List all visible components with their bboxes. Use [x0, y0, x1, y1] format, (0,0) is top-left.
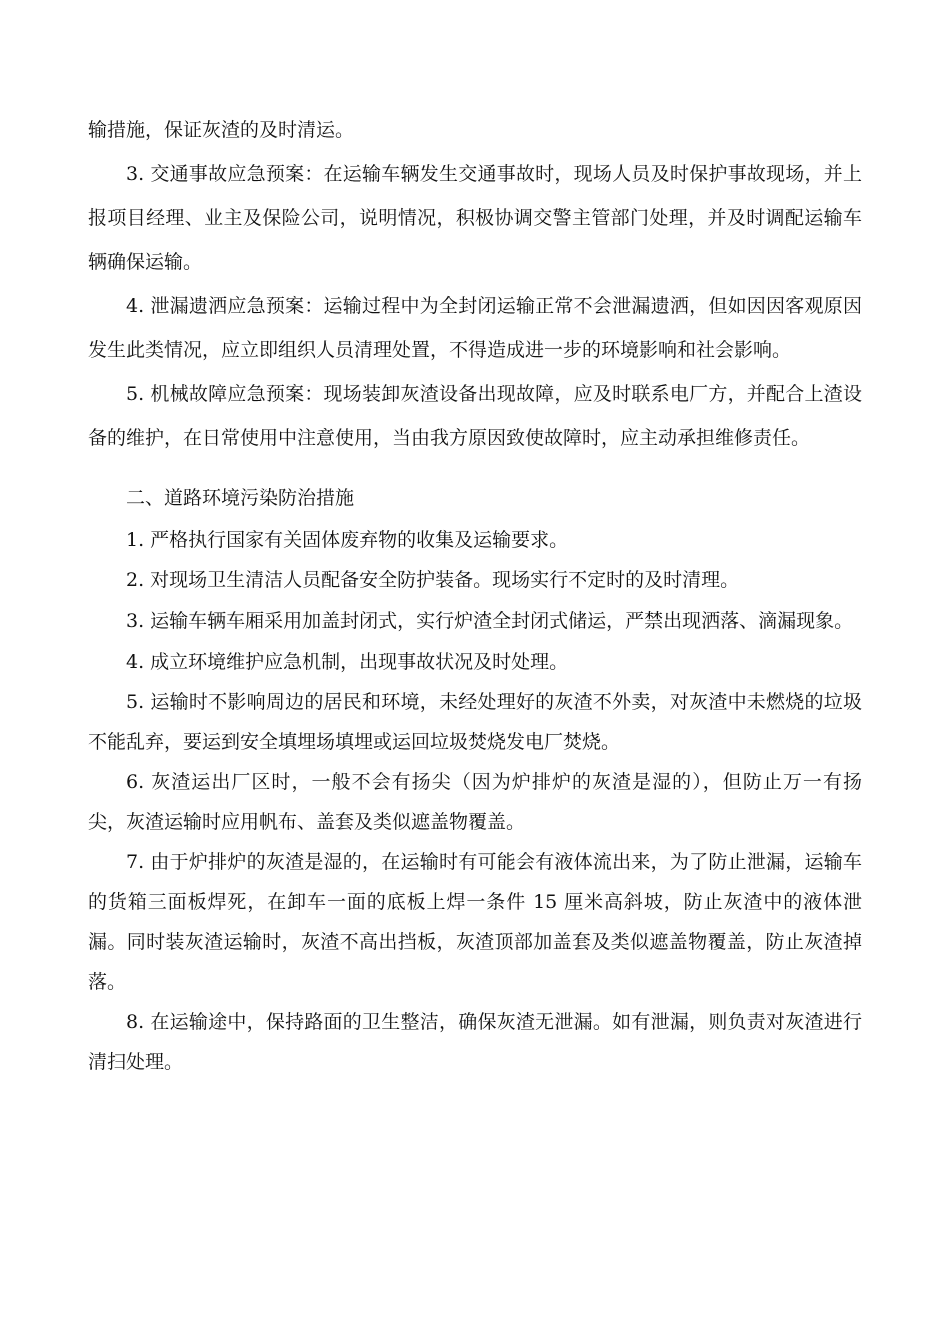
plan-item-leakage: 4. 泄漏遗洒应急预案：运输过程中为全封闭运输正常不会泄漏遗洒，但如因因客观原因发生此类情况，应立即组织人员清理处置，不得造成进一步的环境影响和社会影响。 [88, 295, 862, 361]
measure-item-5: 5. 运输时不影响周边的居民和环境，未经处理好的灰渣不外卖，对灰渣中未燃烧的垃圾不能乱弃，要运到安全填埋场填埋或运回垃圾焚烧发电厂焚烧。 [88, 691, 862, 753]
measure-item-3: 3. 运输车辆车厢采用加盖封闭式，实行炉渣全封闭式储运，严禁出现洒落、滴漏现象。 [126, 610, 854, 632]
measure-item-1: 1. 严格执行国家有关固体废弃物的收集及运输要求。 [126, 529, 569, 551]
continuation-paragraph: 输措施，保证灰渣的及时清运。 [88, 119, 355, 141]
document-page [88, 108, 862, 1082]
measure-item-7: 7. 由于炉排炉的灰渣是湿的，在运输时有可能会有液体流出来，为了防止泄漏，运输车的货箱三面板焊死，在卸车一面的底板上焊一条件 15 厘米高斜坡，防止灰渣中的液体泄漏。同时装灰渣运输时，灰渣不高出挡板，灰渣顶部加盖套及类似遮盖物覆盖，防止灰渣掉落。 [88, 851, 862, 993]
measure-item-8: 8. 在运输途中，保持路面的卫生整洁，确保灰渣无泄漏。如有泄漏，则负责对灰渣进行清扫处理。 [88, 1011, 862, 1073]
measures-list [88, 520, 862, 1082]
measure-item-6: 6. 灰渣运出厂区时，一般不会有扬尖（因为炉排炉的灰渣是湿的），但防止万一有扬尖，灰渣运输时应用帆布、盖套及类似遮盖物覆盖。 [88, 771, 862, 833]
section-heading: 二、道路环境污染防治措施 [126, 487, 355, 509]
plan-item-mechanical-failure: 5. 机械故障应急预案：现场装卸灰渣设备出现故障，应及时联系电厂方，并配合上渣设备的维护，在日常使用中注意使用，当由我方原因致使故障时，应主动承担维修责任。 [88, 383, 862, 449]
plan-item-traffic-accident: 3. 交通事故应急预案：在运输车辆发生交通事故时，现场人员及时保护事故现场，并上报项目经理、业主及保险公司，说明情况，积极协调交警主管部门处理，并及时调配运输车辆确保运输。 [88, 163, 862, 273]
measure-item-2: 2. 对现场卫生清洁人员配备安全防护装备。现场实行不定时的及时清理。 [126, 569, 740, 591]
measure-item-4: 4. 成立环境维护应急机制，出现事故状况及时处理。 [126, 651, 569, 673]
